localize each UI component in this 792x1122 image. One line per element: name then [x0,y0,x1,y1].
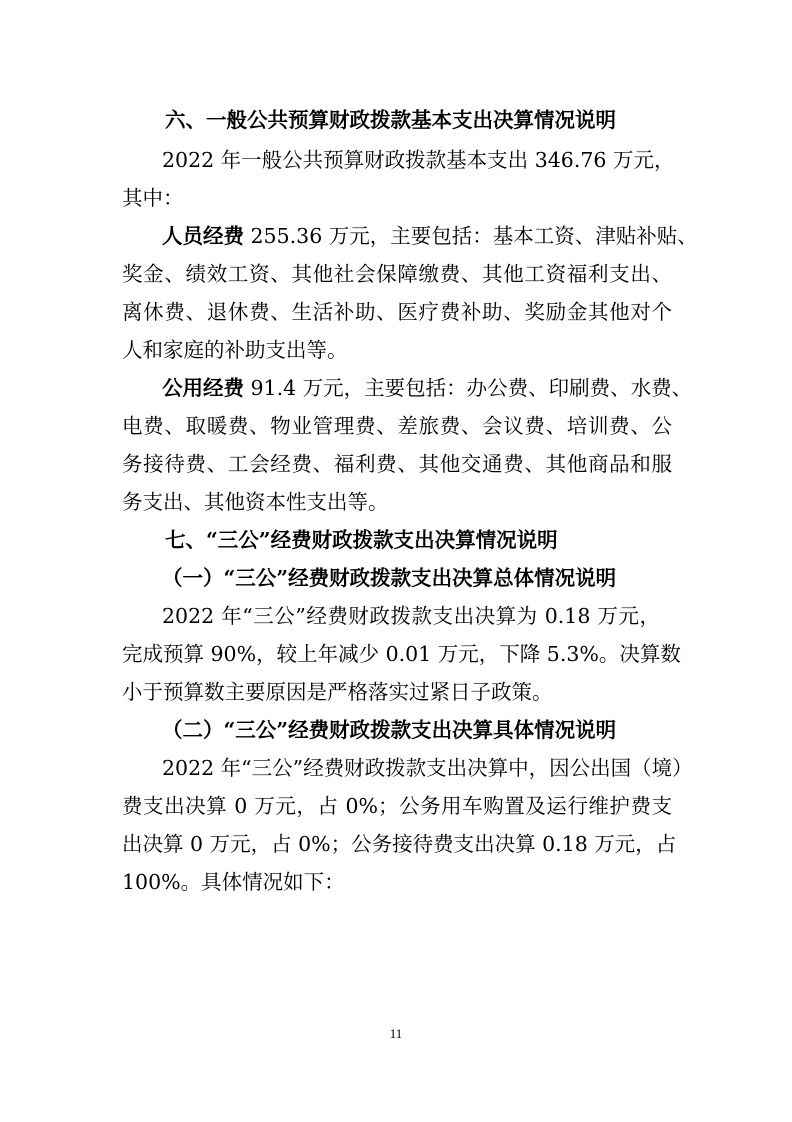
subsection-heading-2: （二）“三公”经费财政拨款支出决算具体情况说明 [162,718,617,742]
bold-term-public: 公用经费 [162,376,244,400]
paragraph-line [162,374,693,402]
paragraph-line: 电费、取暖费、物业管理费、差旅费、会议费、培训费、公 [122,414,672,438]
paragraph-line: 离休费、退休费、生活补助、医疗费补助、奖励金其他对个 [122,300,672,324]
page-number: 11 [389,1026,403,1041]
paragraph-line: 奖金、绩效工资、其他社会保障缴费、其他工资福利支出、 [122,262,672,286]
paragraph-line: 完成预算 90%，较上年减少 0.01 万元，下降 5.3%。决算数 [122,642,681,666]
subsection-heading-1: （一）“三公”经费财政拨款支出决算总体情况说明 [162,566,617,590]
paragraph-line: 费支出决算 0 万元，占 0%；公务用车购置及运行维护费支 [122,794,672,818]
bold-term-personnel: 人员经费 [162,224,244,248]
paragraph-line: 务接待费、工会经费、福利费、其他交通费、其他商品和服 [122,452,672,476]
paragraph-line: 100%。具体情况如下： [122,870,345,894]
paragraph-line: 小于预算数主要原因是严格落实过紧日子政策。 [122,680,553,704]
paragraph-line: 出决算 0 万元，占 0%；公务接待费支出决算 0.18 万元，占 [122,832,677,856]
line-text: 91.4 万元，主要包括：办公费、印刷费、水费、 [244,376,693,400]
section-heading-6: 六、一般公共预算财政拨款基本支出决算情况说明 [165,108,616,132]
paragraph-line: 其中： [122,186,184,210]
paragraph-line [162,222,698,250]
paragraph-line: 人和家庭的补助支出等。 [122,338,348,362]
paragraph-line: 务支出、其他资本性支出等。 [122,490,389,514]
line-text: 255.36 万元，主要包括：基本工资、津贴补贴、 [244,224,698,248]
paragraph-line: 2022 年“三公”经费财政拨款支出决算为 0.18 万元， [162,604,660,628]
section-heading-7: 七、“三公”经费财政拨款支出决算情况说明 [165,528,558,552]
paragraph-line: 2022 年一般公共预算财政拨款基本支出 346.76 万元， [162,148,675,172]
paragraph-line: 2022 年“三公”经费财政拨款支出决算中，因公出国（境） [162,756,693,780]
